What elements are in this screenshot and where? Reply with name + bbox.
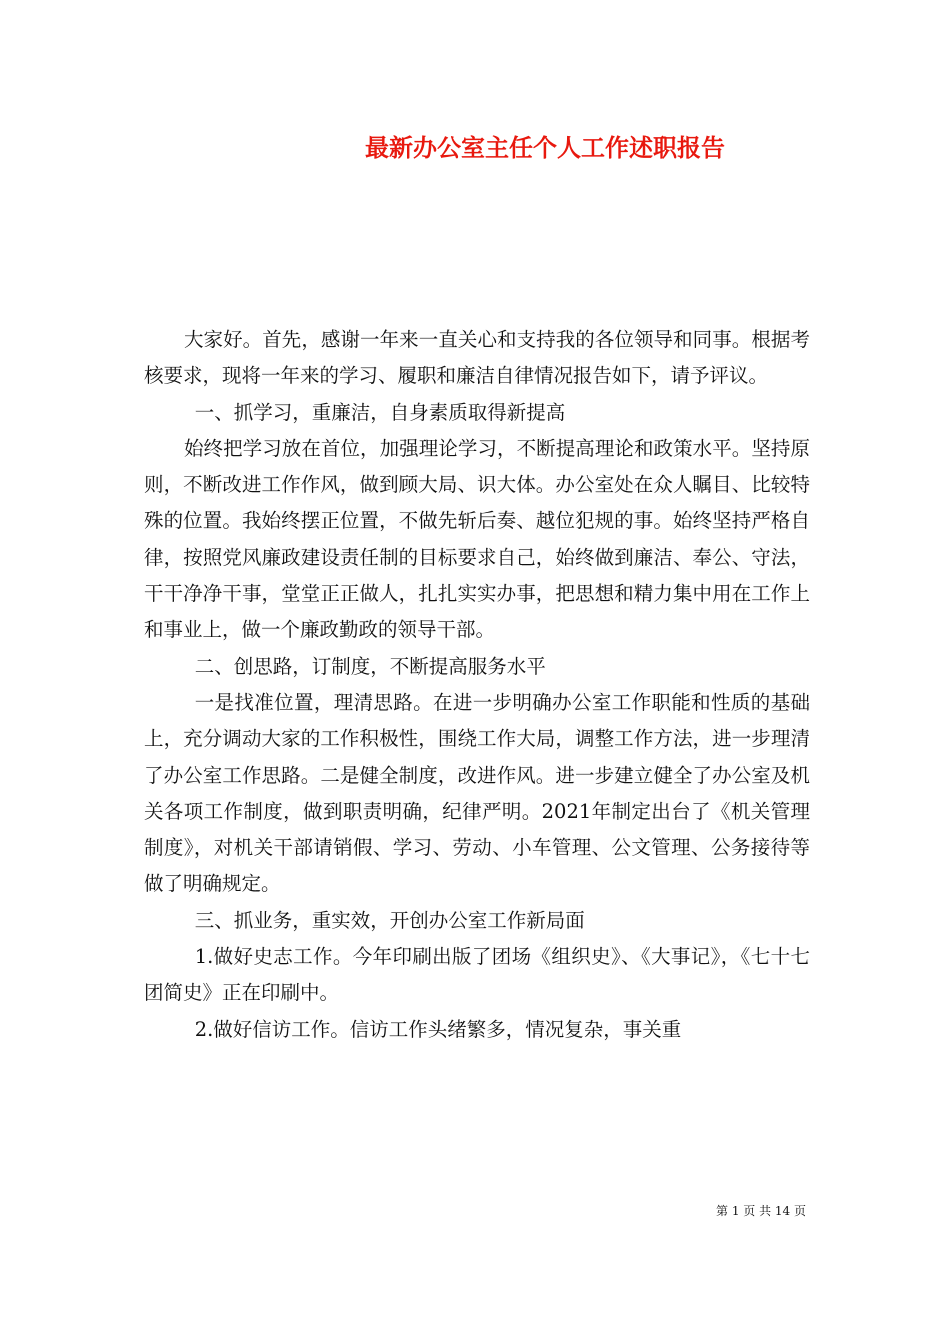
body-paragraph: 始终把学习放在首位，加强理论学习，不断提高理论和政策水平。坚持原则，不断改进工作作风，做到顾大局、识大体。办公室处在众人瞩目、比较特殊的位置。我始终摆正位置，不做先斩后奏、越位犯规的事。始终坚持严格自律，按照党风廉政建设责任制的目标要求自己，始终做到廉洁、奉公、守法，干干净净干事，堂堂正正做人，扎扎实实办事，把思想和精力集中用在工作上和事业上，做一个廉政勤政的领导干部。 [144, 436, 810, 642]
section-heading: 二、创思路，订制度，不断提高服务水平 [194, 654, 546, 678]
numbered-item: 2.做好信访工作。信访工作头绪繁多，情况复杂，事关重 [194, 1017, 682, 1041]
section-heading: 一、抓学习，重廉洁，自身素质取得新提高 [194, 400, 566, 424]
section-heading: 三、抓业务，重实效，开创办公室工作新局面 [194, 908, 585, 932]
section-heading: 一是找准位置，理清思路。在进一步明确办公室工作职能和性质的基础上，充分调动大家的工作积极性，围绕工作大局，调整工作方法，进一步理清了办公室工作思路。二是健全制度，改进作风。进一步建立健全了办公室及机关各项工作制度，做到职责明确，纪律严明。2021年制定出台了《机关管理制度》，对机关干部请销假、学习、劳动、小车管理、公文管理、公务接待等做了明确规定。 [144, 690, 810, 896]
body-paragraph: 大家好。首先，感谢一年来一直关心和支持我的各位领导和同事。根据考核要求，现将一年来的学习、履职和廉洁自律情况报告如下，请予评议。 [144, 328, 810, 388]
document-body [144, 322, 810, 1048]
document-title: 最新办公室主任个人工作述职报告 [365, 133, 725, 162]
numbered-item: 1.做好史志工作。今年印刷出版了团场《组织史》、《大事记》，《七十七团简史》正在印刷中。 [144, 945, 810, 1005]
page-footer: 第 1 页 共 14 页 [716, 1204, 806, 1218]
